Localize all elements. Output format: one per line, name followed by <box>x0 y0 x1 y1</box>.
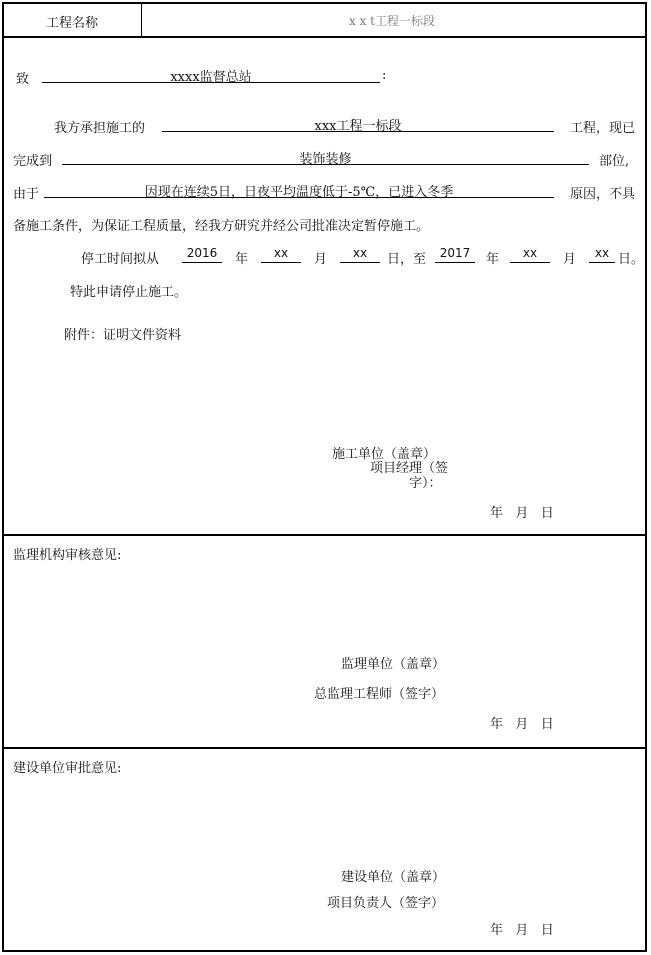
to-label: 致 <box>16 72 30 87</box>
attachment-line: 附件：证明文件资料 <box>64 328 182 343</box>
pm-sign-line2: 字）： <box>409 476 442 491</box>
date-line: 年 月 日 <box>490 506 554 521</box>
project-manager-sign: 项目负责人（签字） <box>327 896 445 911</box>
stop-time-prefix: 停工时间拟从 <box>81 252 160 267</box>
supervision-heading: 监理机构审核意见: <box>13 548 122 563</box>
owner-heading: 建设单位审批意见: <box>13 761 122 776</box>
end-year: 2017 <box>435 246 475 263</box>
to-colon: : <box>382 68 387 83</box>
stop-work-application-form <box>2 2 647 952</box>
reason-text: 因现在连续5日，日夜平均温度低于-5℃，已进入冬季 <box>44 181 554 198</box>
start-month-label: 月 <box>314 252 328 267</box>
completed-prefix: 完成到 <box>13 154 53 169</box>
end-month-label: 月 <box>563 252 577 267</box>
application-body <box>4 38 645 534</box>
to-recipient: xxxx监督总站 <box>42 66 380 83</box>
day-to-label: 日，至 <box>387 252 427 267</box>
supervision-date-line: 年 月 日 <box>490 717 554 732</box>
undertake-prefix: 我方承担施工的 <box>54 121 146 136</box>
start-year-label: 年 <box>235 252 249 267</box>
completed-suffix: 部位, <box>599 154 630 169</box>
start-year: 2016 <box>182 246 222 263</box>
owner-section <box>4 749 645 950</box>
start-day: xx <box>340 246 380 263</box>
contractor-seal: 施工单位（盖章） <box>332 447 437 462</box>
project-name-label: 工程名称 <box>46 16 99 31</box>
chief-engineer-sign: 总监理工程师（签字） <box>314 687 445 702</box>
header-row <box>4 4 645 37</box>
reason-suffix: 原因，不具 <box>570 187 636 202</box>
owner-date-line: 年 月 日 <box>490 923 554 938</box>
supervision-unit-seal: 监理单位（盖章） <box>341 657 446 672</box>
owner-unit-seal: 建设单位（盖章） <box>341 870 446 885</box>
reason-prefix: 由于 <box>13 187 40 202</box>
request-line: 特此申请停止施工。 <box>70 285 188 300</box>
end-day: xx <box>589 246 615 263</box>
supervision-section <box>4 536 645 747</box>
day-end-label: 日。 <box>618 252 645 267</box>
undertake-project: xxx工程一标段 <box>162 115 554 132</box>
completed-part: 装饰装修 <box>62 148 589 165</box>
project-name-value: x x t工程一标段 <box>349 14 435 28</box>
condition-line: 备施工条件，为保证工程质量，经我方研究并经公司批准决定暂停施工。 <box>13 219 430 234</box>
undertake-suffix: 工程，现已 <box>570 121 636 136</box>
end-month: xx <box>510 246 550 263</box>
start-month: xx <box>261 246 301 263</box>
pm-sign-line1: 项目经理（签 <box>370 461 449 476</box>
header-divider <box>141 4 142 37</box>
end-year-label: 年 <box>486 252 500 267</box>
